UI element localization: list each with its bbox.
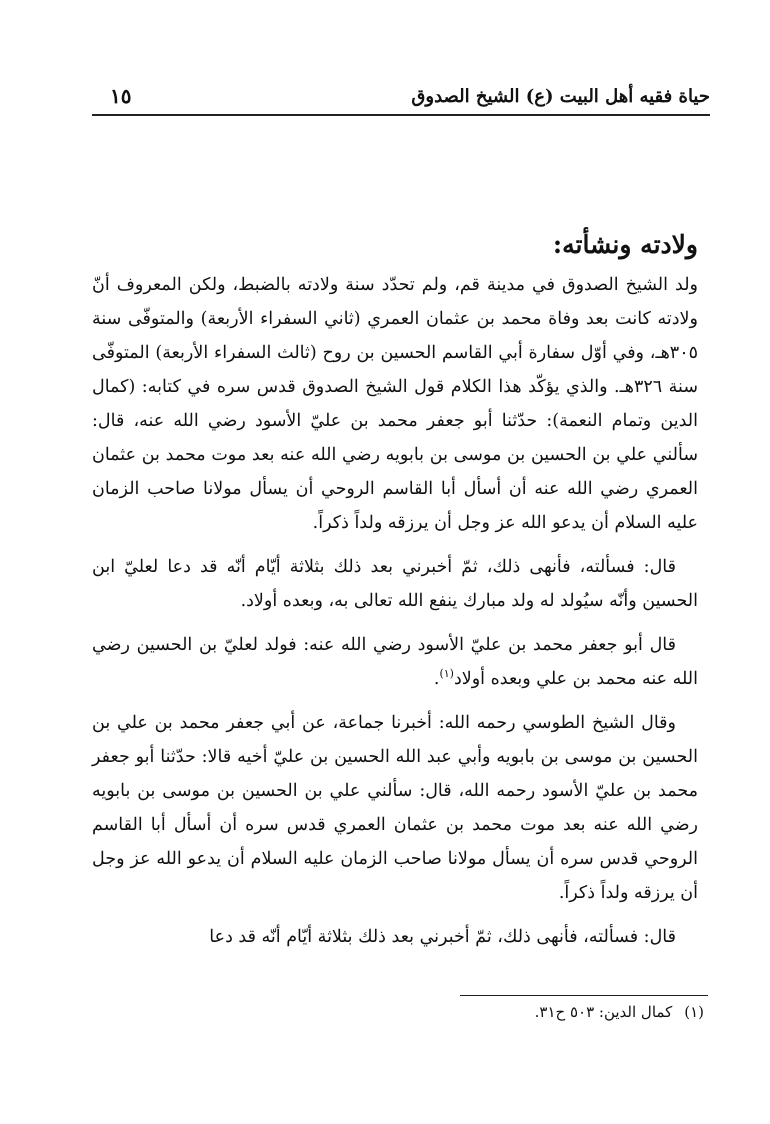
section-heading: ولادته ونشأته:	[552, 230, 698, 259]
body-text	[92, 268, 698, 964]
running-title: حياة فقيه أهل البيت (ع) الشيخ الصدوق	[411, 86, 710, 107]
footnote-text: كمال الدين: ٥٠٣ ح٣١.	[534, 1003, 673, 1021]
paragraph: قال: فسألته، فأنهى ذلك، ثمّ أخبرني بعد ذلك بثلاثة أيّام أنّه قد دعا	[209, 927, 676, 947]
page-header	[92, 78, 710, 116]
page-number: ١٥	[110, 84, 132, 108]
footnote-reference: (١)	[439, 667, 454, 681]
paragraph	[92, 628, 698, 696]
paragraph: قال: فسألته، فأنهى ذلك، ثمّ أخبرني بعد ذلك بثلاثة أيّام أنّه قد دعا لعليّ ابن الحسين وأنّه سيُولد له ولد مبارك ينفع الله تعالى به، وبعده أولاد.	[92, 557, 698, 611]
footnote-number: (١)	[684, 1003, 704, 1021]
footnote-divider	[460, 995, 708, 996]
paragraph: وقال الشيخ الطوسي رحمه الله: أخبرنا جماعة، عن أبي جعفر محمد بن علي بن الحسين بن موسى بن بابويه وأبي عبد الله الحسين بن عليّ أخيه قالا: حدّثنا أبو جعفر محمد بن عليّ الأسود رحمه الله، قال: سألني علي بن الحسين بن موسى بن بابويه رضي الله عنه بعد موت محمد بن عثمان العمري قدس سره أن أسأل أبا القاسم الروحي قدس سره أن يسأل مولانا صاحب الزمان عليه السلام أن يدعو الله عز وجل أن يرزقه ولداً ذكراً.	[92, 713, 698, 903]
footnote	[535, 1003, 704, 1021]
paragraph-tail: .	[433, 669, 440, 689]
paragraph: ولد الشيخ الصدوق في مدينة قم، ولم تحدّد سنة ولادته بالضبط، ولكن المعروف أنّ ولادته كانت بعد وفاة محمد بن عثمان العمري (ثاني السفراء الأربعة) والمتوفّى سنة ٣٠٥هـ، وفي أوّل سفارة أبي القاسم الحسين بن روح (ثالث السفراء الأربعة) المتوفّى سنة ٣٢٦هـ. والذي يؤكّد هذا الكلام قول الشيخ الصدوق قدس سره في كتابه: (كمال الدين وتمام النعمة): حدّثنا أبو جعفر محمد بن عليّ الأسود رضي الله عنه، قال: سألني علي بن الحسين بن موسى بن بابويه رضي الله عنه بعد موت محمد بن عثمان العمري رضي الله عنه أن أسأل أبا القاسم الروحي أن يسأل مولانا صاحب الزمان عليه السلام أن يدعو الله عز وجل أن يرزقه ولداً ذكراً.	[92, 275, 698, 533]
paragraph-text: قال أبو جعفر محمد بن عليّ الأسود رضي الله عنه: فولد لعليّ بن الحسين رضي الله عنه محمد بن علي وبعده أولاد	[92, 635, 698, 689]
